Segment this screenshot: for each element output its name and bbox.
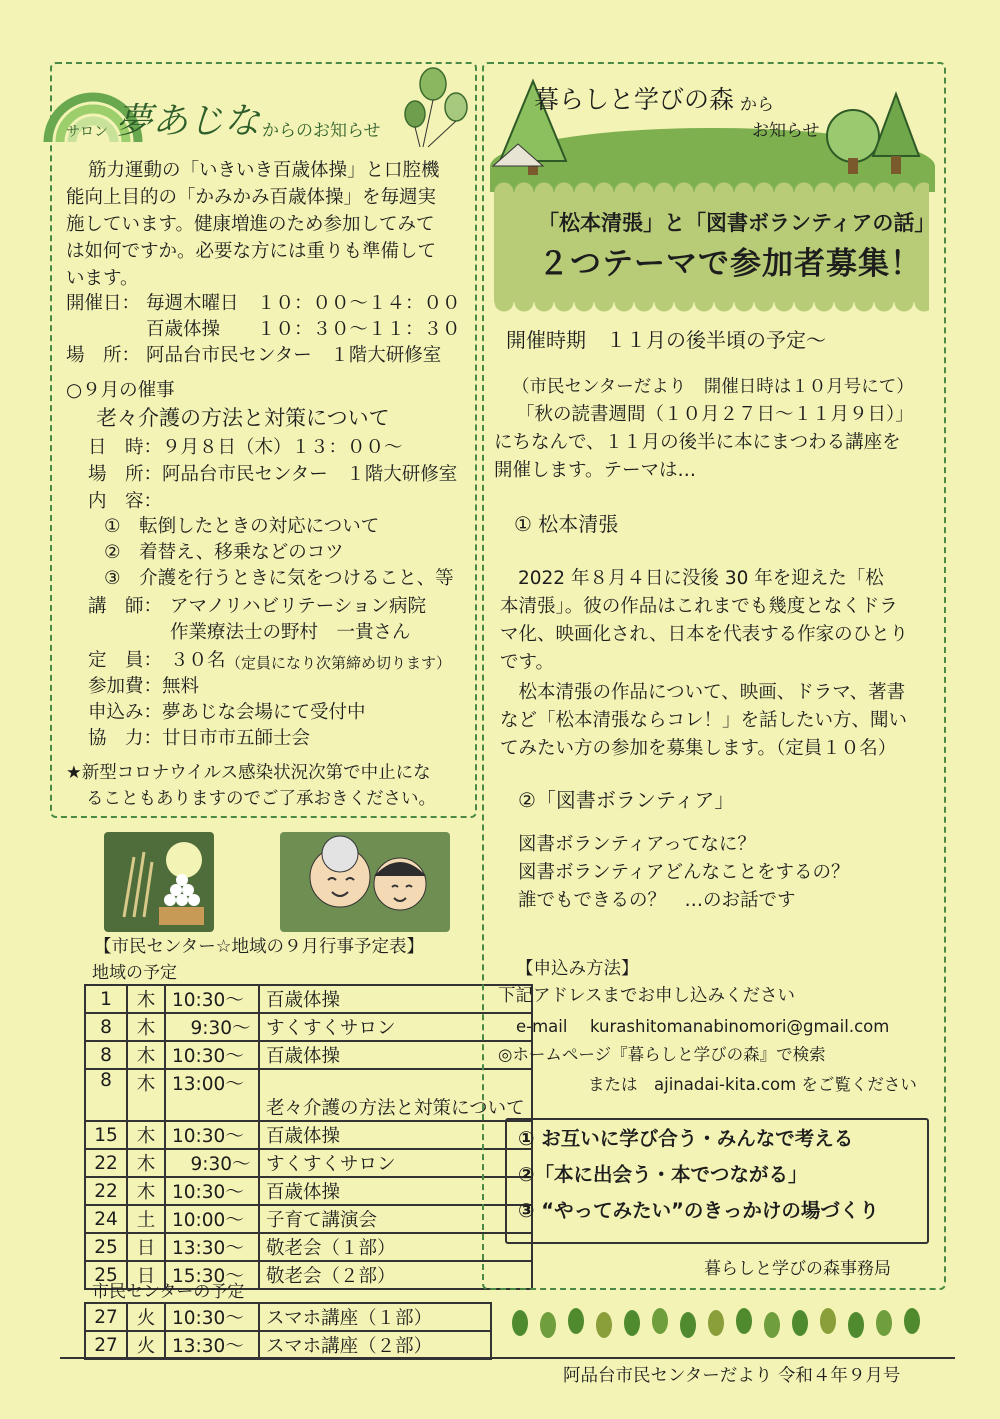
schedule-day: 1 [85,985,127,1013]
table-row [85,1331,491,1359]
table-row [85,1177,532,1205]
schedule-time: 10:30〜 [165,1041,259,1069]
footer-rule [60,1357,955,1359]
lecturer-line: アマノリハビリテーション病院 [170,596,427,617]
theme1-body-line: てみたい方の参加を募集します。（定員１０名） [500,738,897,759]
salon-title-suffix: からのお知らせ [262,121,381,141]
schedule-time: 13:00〜 [165,1069,259,1121]
theme1-body-line: など「松本清張ならコレ！」を話したい方、聞い [500,710,908,731]
lecturer-line: 作業療法士の野村 一貴さん [170,622,411,643]
tree-icon [827,94,919,174]
forest-header-from: から [740,95,774,115]
content-item: ③ 介護を行うときに気をつけること、等 [104,568,454,589]
schedule-weekday: 木 [127,985,165,1013]
center-schedule-label: 市民センターの予定 [92,1282,245,1302]
table-row [85,1121,532,1149]
moon-viewing-illustration [104,832,214,932]
event-title: 老々介護の方法と対策について [96,406,390,430]
theme1-body-line: 本清張」。彼の作品はこれまでも幾度となくドラ [500,596,898,617]
forest-paragraph-line: 「秋の読書週間（１０月２７日〜１１月９日）」 [516,404,914,425]
schedule-day: 24 [85,1205,127,1233]
theme2-body-line: 誰でもできるの？ …のお話です [518,890,796,911]
apply-method-title: 【申込み方法】 [516,959,639,979]
salon-title-prefix: サロン [66,124,108,140]
fee: 参加費：無料 [88,676,200,697]
schedule-time: 10:30〜 [165,1121,259,1149]
forest-header-title: 暮らしと学びの森 [534,85,735,114]
schedule-day: 8 [85,1013,127,1041]
place-value: 阿品台市民センター １階大研修室 [146,345,442,366]
center-schedule-table [84,1302,492,1360]
forest-paragraph-line: にちなんで、１１月の後半に本にまつわる講座を [494,432,901,453]
lecturer-label: 講 師： [88,596,163,617]
email-address[interactable]: kurashitomanabinomori@gmail.com [590,1017,890,1036]
schedule-time: 10:30〜 [165,1303,259,1331]
schedule-time: 10:00〜 [165,1205,259,1233]
corona-notice: ることもありますのでご了承おきください。 [86,789,436,809]
schedule-time: 13:30〜 [165,1331,259,1359]
schedule-event: 子育て講演会 [259,1205,532,1233]
event-detail: 場 所：阿品台市民センター １階大研修室 [88,464,458,485]
schedule-event: 敬老会（１部） [259,1233,532,1261]
homepage-search: ◎ホームページ『暮らしと学びの森』で検索 [498,1045,826,1064]
schedule-event: すくすくサロン [259,1013,532,1041]
schedule-day: 15 [85,1121,127,1149]
apply-info: 申込み：夢あじな会場にて受付中 [88,702,366,723]
local-schedule-label: 地域の予定 [92,963,177,983]
forest-paragraph-line: （市民センターだより 開催日時は１０月号にて） [512,377,914,397]
schedule-event: スマホ講座（１部） [259,1303,491,1331]
theme2-body-line: 図書ボランティアってなに？ [518,834,756,855]
schedule-weekday: 木 [127,1149,165,1177]
salon-intro-line: います。 [66,268,139,289]
salon-intro-line: は如何ですか。必要な方には重りも準備して [66,241,437,262]
schedule-title: 【市民センター☆地域の９月行事予定表】 [94,937,424,957]
schedule-weekday: 土 [127,1205,165,1233]
schedule-weekday: 木 [127,1177,165,1205]
schedule-weekday: 木 [127,1069,165,1121]
leaves-decoration [512,1306,932,1342]
schedule-day: 8 [85,1069,127,1121]
banner-themes: 「松本清張」と「図書ボランティアの話」 [538,211,936,235]
schedule-event: スマホ講座（２部） [259,1331,491,1359]
table-row [85,1303,491,1331]
content-item: ① 転倒したときの対応について [104,516,380,537]
schedule-event: 百歳体操 [259,1041,532,1069]
table-row [85,1041,532,1069]
schedule-day: 27 [85,1331,127,1359]
salon-intro-line: 施しています。健康増進のため参加してみて [66,214,435,235]
schedule-time: 15:30〜 [165,1261,259,1289]
theme1-body-line: 松本清張の作品について、映画、ドラマ、著書 [500,682,906,703]
forest-header-notice: お知らせ [752,121,820,141]
schedule-day: 27 [85,1303,127,1331]
schedule-day: 25 [85,1233,127,1261]
content-item: ② 着替え、移乗などのコツ [104,542,344,563]
capacity-note: （定員になり次第締め切ります） [226,654,452,672]
office-name: 暮らしと学びの森事務局 [704,1259,891,1279]
forest-paragraph-line: 開催します。テーマは… [494,460,697,481]
table-row [85,1149,532,1177]
event-detail: 内 容： [88,491,163,512]
principle-item: ③ “やってみたい”のきっかけの場づくり [518,1199,879,1222]
schedule-time: 9:30〜 [165,1013,259,1041]
schedule-weekday: 木 [127,1041,165,1069]
email-label: e-mail [516,1017,568,1036]
schedule-weekday: 木 [127,1121,165,1149]
table-row [85,1233,532,1261]
schedule-day: 25 [85,1261,127,1289]
table-row [85,1205,532,1233]
forest-header-illustration [488,66,938,176]
schedule-day: 22 [85,1149,127,1177]
salon-intro-line: 筋力運動の「いきいき百歳体操」と口腔機 [88,160,440,181]
event-header: ○９月の催事 [66,380,175,401]
schedule-time: 10:30〜 [165,1177,259,1205]
schedule-weekday: 火 [127,1331,165,1359]
capacity-value: ３０名 [170,650,226,671]
schedule-weekday: 木 [127,1013,165,1041]
schedule-event: 敬老会（２部） [259,1261,532,1289]
schedule-day: 8 [85,1041,127,1069]
schedule-event: 老々介護の方法と対策について [259,1069,532,1121]
capacity-label: 定 員： [88,650,163,671]
place-label: 場 所： [66,345,141,366]
schedule-weekday: 火 [127,1303,165,1331]
schedule-time: 10:30〜 [165,985,259,1013]
elderly-couple-illustration [280,832,450,932]
date-label: 開催日： [66,293,141,314]
table-row [85,1013,532,1041]
local-schedule-table [84,984,533,1290]
theme1-title: ① 松本清張 [514,512,619,536]
corona-notice: ★新型コロナウイルス感染状況次第で中止にな [66,763,431,783]
apply-instruction: 下記アドレスまでお申し込みください [498,986,795,1006]
footer-publication: 阿品台市民センターだより 令和４年９月号 [563,1366,901,1386]
principle-item: ②「本に出会う・本でつながる」 [518,1163,808,1186]
schedule-time: 9:30〜 [165,1149,259,1177]
theme1-body-line: マ化、映画化され、日本を代表する作家のひとり [500,624,909,645]
banner-headline: ２つテーマで参加者募集！ [538,246,922,282]
theme2-title: ②「図書ボランティア」 [518,788,735,812]
table-row [85,1069,532,1121]
schedule-event: 百歳体操 [259,1121,532,1149]
schedule-weekday: 日 [127,1233,165,1261]
schedule-time: 13:30〜 [165,1233,259,1261]
schedule-weekday: 日 [127,1261,165,1289]
table-row [85,985,532,1013]
schedule-event: すくすくサロン [259,1149,532,1177]
date-line: 百歳体操 １０：３０〜１１：３０ [146,319,461,340]
principle-item: ① お互いに学び合う・みんなで考える [518,1127,854,1150]
schedule-day: 22 [85,1177,127,1205]
theme1-body-line: 2022 年８月４日に没後 30 年を迎えた「松 [518,568,884,589]
website-line[interactable]: または ajinadai-kita.com をご覧ください [588,1075,917,1094]
event-period: 開催時期 １１月の後半頃の予定〜 [506,328,826,352]
schedule-event: 百歳体操 [259,1177,532,1205]
theme2-body-line: 図書ボランティアどんなことをするの？ [518,862,850,883]
theme1-body-line: です。 [500,652,555,673]
event-detail: 日 時：９月８日（木）１３：００〜 [88,437,403,458]
salon-title: 夢あじな [116,101,261,142]
schedule-event: 百歳体操 [259,985,532,1013]
date-line: 毎週木曜日 １０：００〜１４：００ [146,293,461,314]
cooperation: 協 力：廿日市市五師士会 [88,728,311,749]
balloons-icon [405,68,467,147]
salon-intro-line: 能向上目的の「かみかみ百歳体操」を毎週実 [66,187,437,208]
